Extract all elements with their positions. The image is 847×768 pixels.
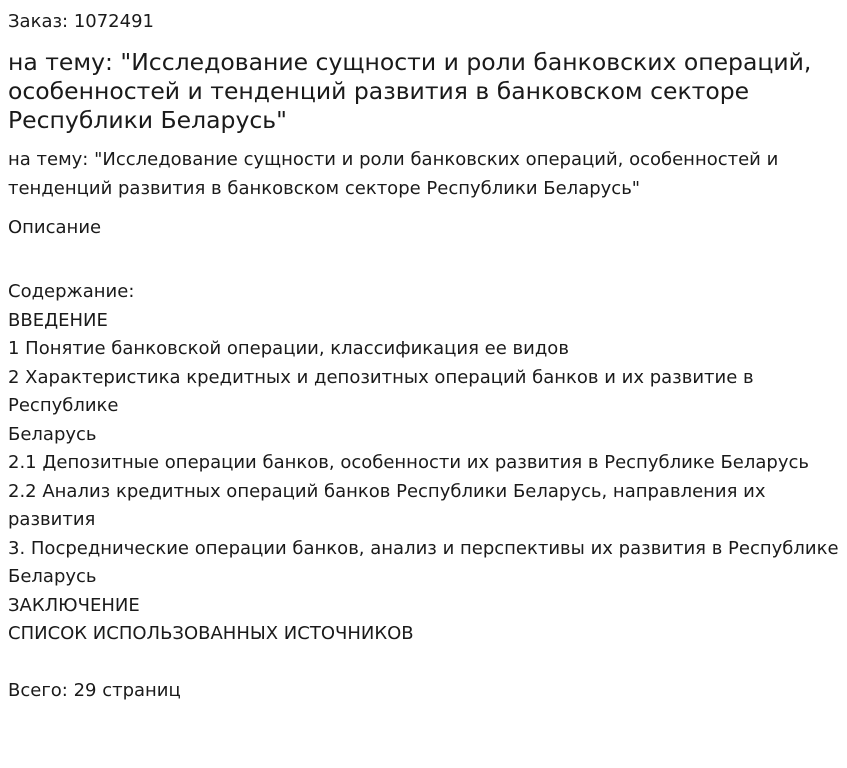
toc-item-3: 3. Посреднические операции банков, анализ и перспективы их развития в Республике Беларусь (8, 537, 839, 587)
order-number: Заказ: 1072491 (8, 11, 154, 32)
contents-title: Содержание: (8, 281, 135, 302)
table-of-contents (8, 307, 839, 649)
toc-item-2-continued: Беларусь (8, 423, 97, 445)
toc-item-2: 2 Характеристика кредитных и депозитных операций банков и их развитие в Республике (8, 366, 754, 416)
description-label: Описание (8, 217, 102, 238)
total-pages: Всего: 29 страниц (8, 679, 181, 701)
toc-item-2-1: 2.1 Депозитные операции банков, особенности их развития в Республике Беларусь (8, 452, 809, 473)
toc-item-2-2: 2.2 Анализ кредитных операций банков Республики Беларусь, направления их развития (8, 480, 766, 530)
toc-item-1: 1 Понятие банковской операции, классификация ее видов (8, 338, 569, 359)
toc-item-references: СПИСОК ИСПОЛЬЗОВАННЫХ ИСТОЧНИКОВ (8, 623, 414, 644)
toc-item-conclusion: ЗАКЛЮЧЕНИЕ (8, 594, 140, 616)
page-title: на тему: "Исследование сущности и роли банковских операций, особенностей и тенденций развития в банковском секторе Республики Беларусь" (8, 48, 812, 134)
topic-subtitle: на тему: "Исследование сущности и роли банковских операций, особенностей и тенденций развития в банковском секторе Республики Беларусь" (8, 149, 779, 199)
toc-item-introduction: ВВЕДЕНИЕ (8, 309, 108, 331)
